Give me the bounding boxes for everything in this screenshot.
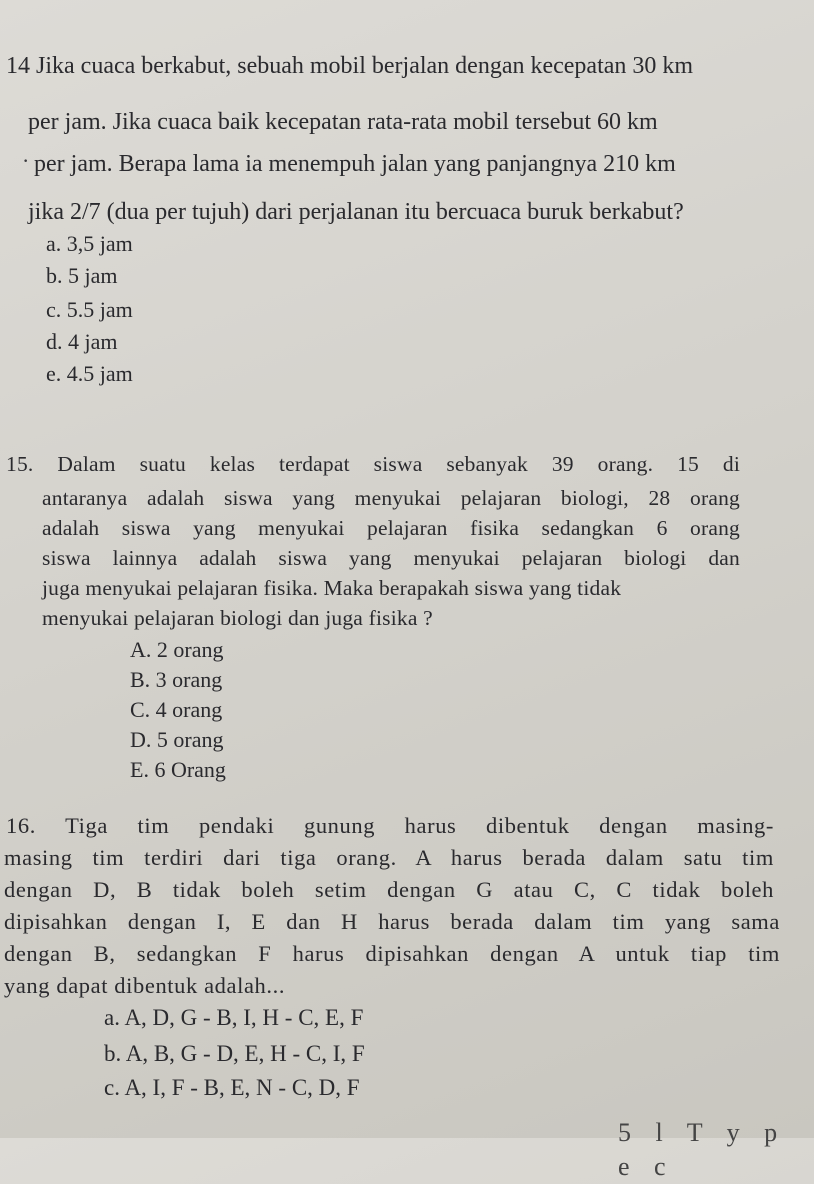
q15-option-a: A. 2 orang (130, 637, 224, 662)
q16-line-4: dipisahkan dengan I, E dan H harus berada dalam tim yang sama (4, 909, 780, 934)
q16-line-6: yang dapat dibentuk adalah... (4, 973, 286, 998)
q16-line-5: dengan B, sedangkan F harus dipisahkan dengan A untuk tiap tim (4, 941, 780, 966)
q16-option-c: c. A, I, F - B, E, N - C, D, F (104, 1075, 360, 1100)
q16-option-a: a. A, D, G - B, I, H - C, E, F (104, 1005, 364, 1030)
q14-option-d: d. 4 jam (46, 329, 118, 354)
q14-line-4: jika 2/7 (dua per tujuh) dari perjalanan itu bercuaca buruk berkabut? (28, 199, 684, 225)
q15-line-5: juga menyukai pelajaran fisika. Maka berapakah siswa yang tidak (42, 576, 622, 600)
q15-option-e: E. 6 Orang (130, 757, 226, 782)
q15-line-2: antaranya adalah siswa yang menyukai pelajaran biologi, 28 orang (42, 486, 740, 510)
q14-option-e: e. 4.5 jam (46, 361, 133, 386)
stray-dot: · (22, 148, 30, 173)
q15-line-4: siswa lainnya adalah siswa yang menyukai pelajaran biologi dan (42, 546, 740, 570)
q16-line-2: masing tim terdiri dari tiga orang. A harus berada dalam satu tim (4, 845, 774, 870)
q14-option-c: c. 5.5 jam (46, 297, 133, 322)
q15-option-b: B. 3 orang (130, 667, 223, 692)
q14-line-3: per jam. Berapa lama ia menempuh jalan yang panjangnya 210 km (34, 151, 676, 177)
q14-option-a: a. 3,5 jam (46, 231, 133, 256)
q14-line-1: 14 Jika cuaca berkabut, sebuah mobil berjalan dengan kecepatan 30 km (6, 53, 694, 79)
q15-option-d: D. 5 orang (130, 727, 224, 752)
q16-line-3: dengan D, B tidak boleh setim dengan G atau C, C tidak boleh (4, 877, 774, 902)
cut-off-text: 5 l T y p e c (618, 1118, 787, 1181)
q16-line-1: 16. Tiga tim pendaki gunung harus dibentuk dengan masing- (6, 813, 774, 838)
q15-line-6: menyukai pelajaran biologi dan juga fisika ? (42, 606, 433, 630)
q15-line-3: adalah siswa yang menyukai pelajaran fisika sedangkan 6 orang (42, 516, 740, 540)
q15-line-1: 15. Dalam suatu kelas terdapat siswa sebanyak 39 orang. 15 di (6, 452, 740, 476)
q16-option-b: b. A, B, G - D, E, H - C, I, F (104, 1041, 365, 1066)
q14-option-b: b. 5 jam (46, 263, 118, 288)
q15-option-c: C. 4 orang (130, 697, 223, 722)
q14-line-2: per jam. Jika cuaca baik kecepatan rata-rata mobil tersebut 60 km (28, 109, 658, 135)
